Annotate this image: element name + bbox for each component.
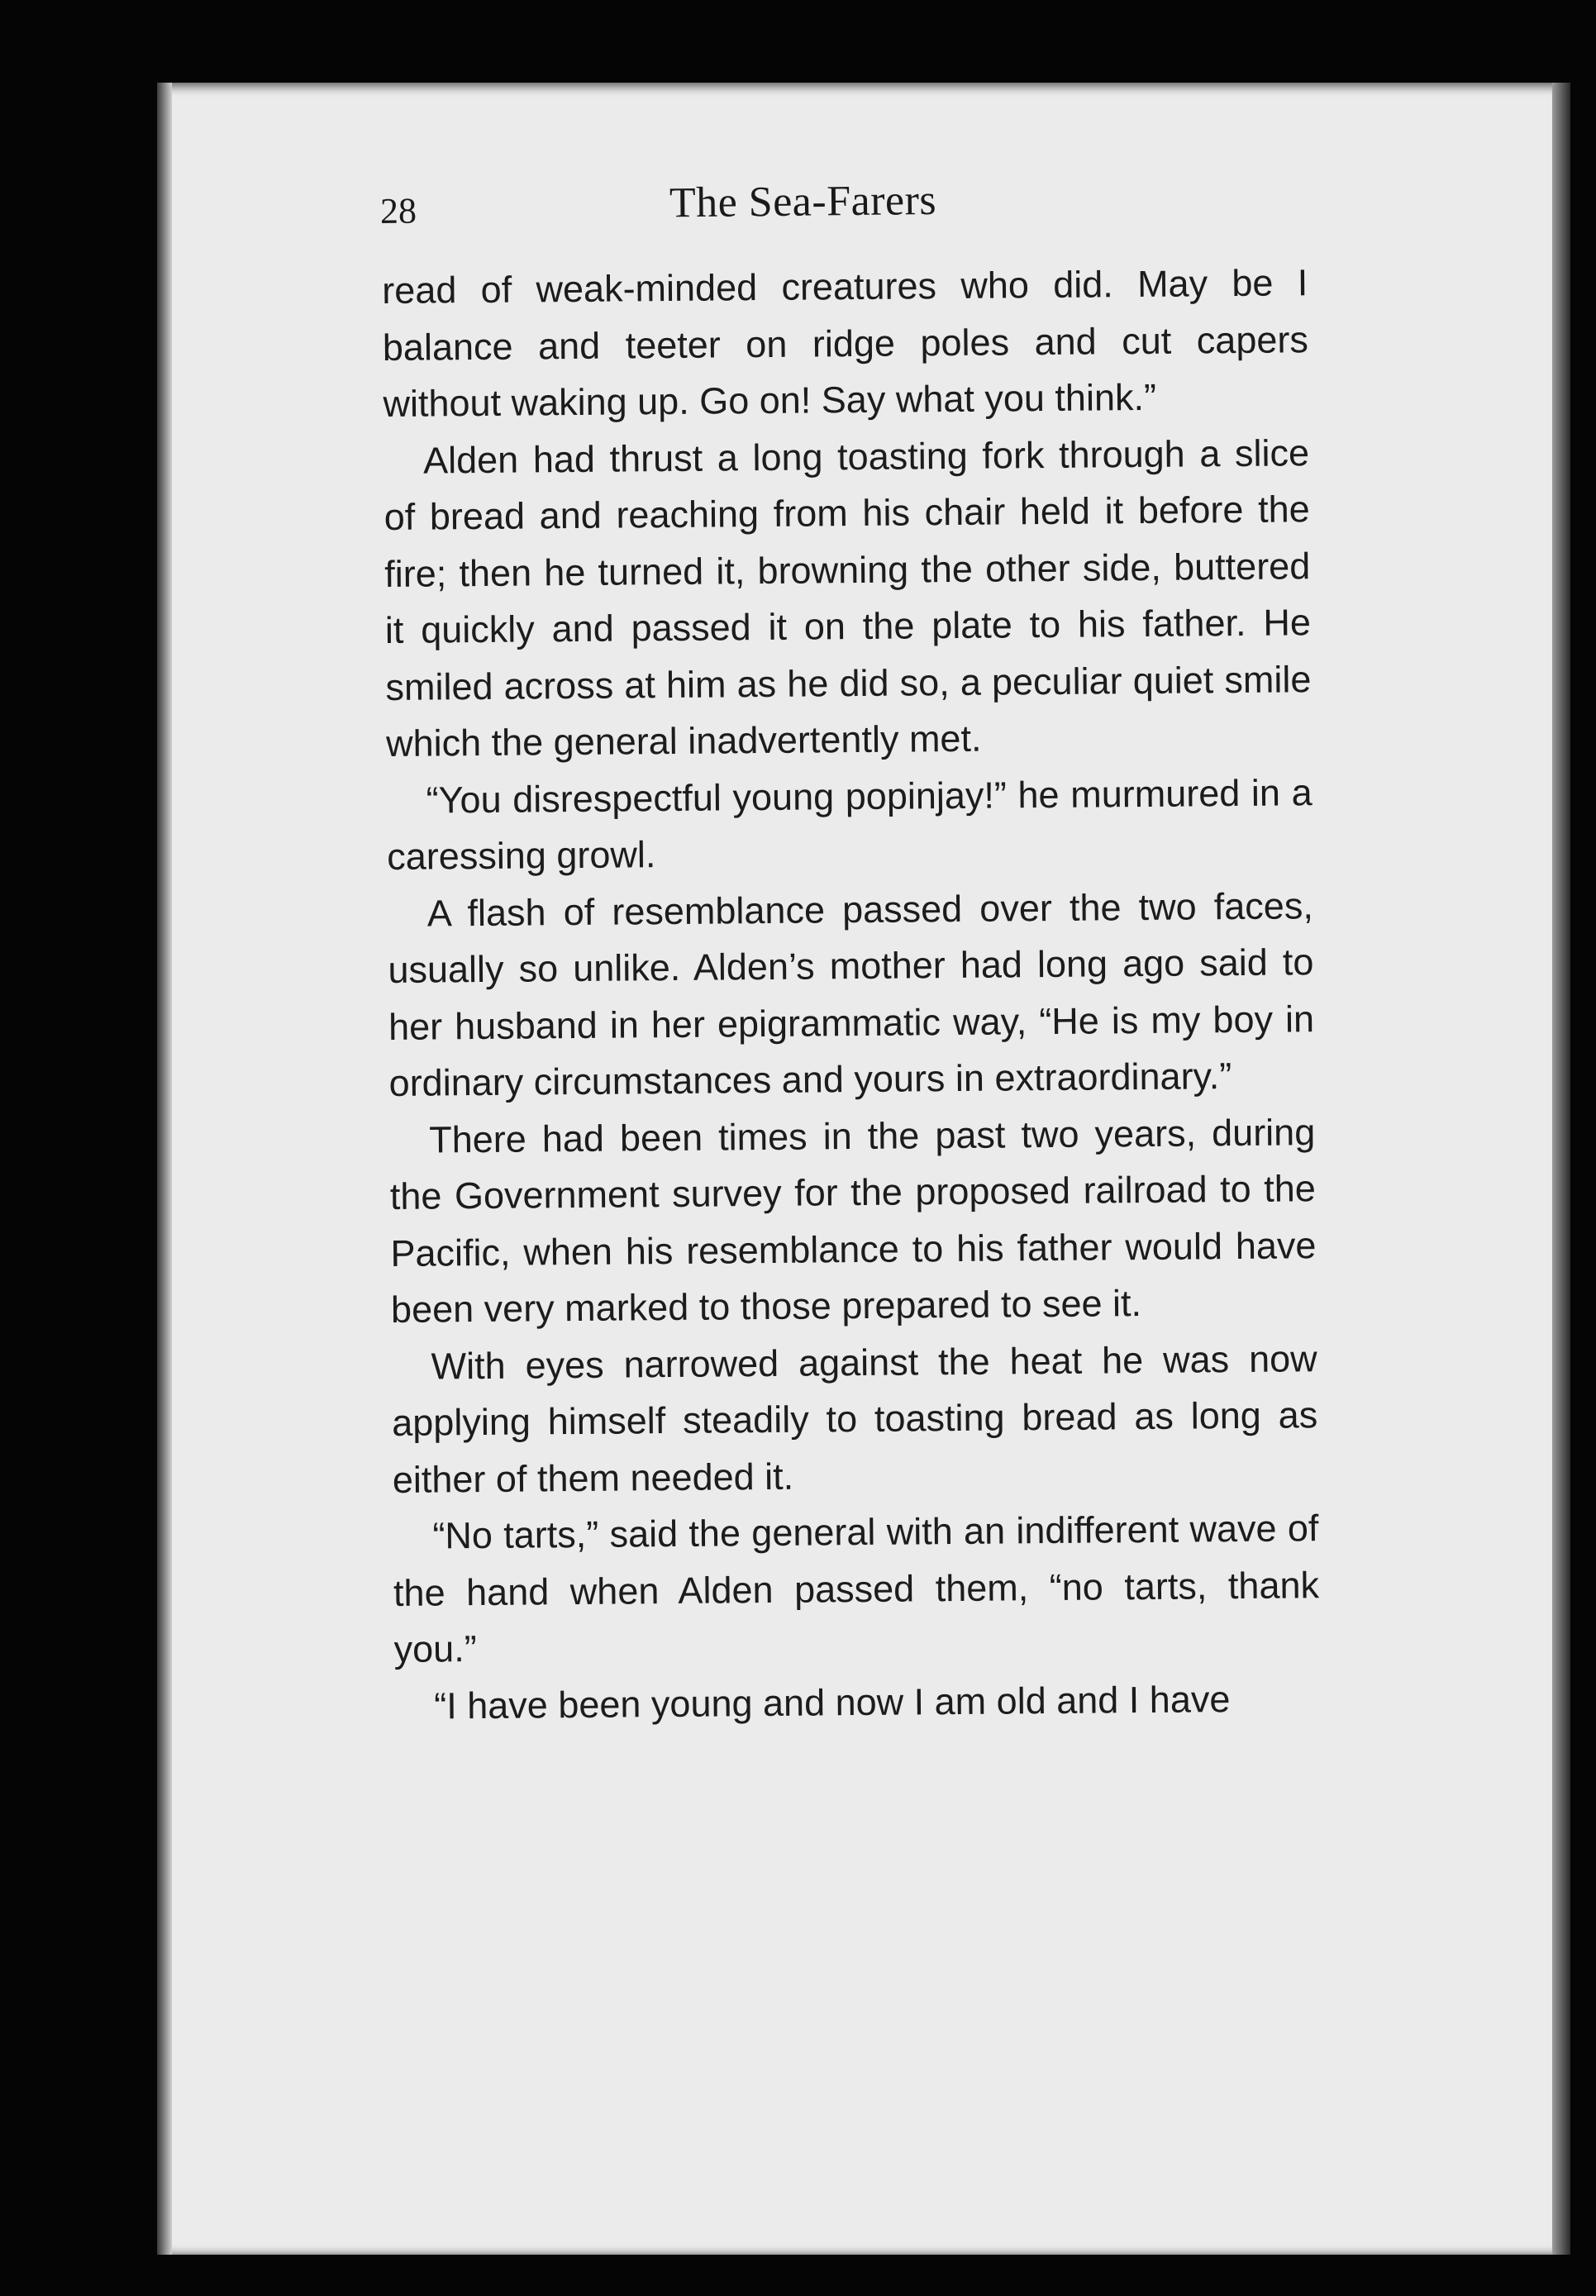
paragraph: A flash of resemblance passed over the two faces, usually so unlike. Alden’s mother had long ago said to her husband in her epigrammatic way, “He is my boy in ordinary circumstances and yours in extraordinary.” xyxy=(388,884,1315,1104)
paragraph-truncated: “I have been young and now I am old and I have xyxy=(434,1677,1231,1727)
body-text xyxy=(382,255,1320,1735)
page-number: 28 xyxy=(379,190,417,231)
paragraph: With eyes narrowed against the heat he was now applying himself steadily to toasting bread as long as either of them needed it. xyxy=(392,1336,1318,1501)
paragraph: There had been times in the past two years, during the Government survey for the proposed railroad to the Pacific, when his resemblance to his father would have been very marked to those prepared to see it. xyxy=(389,1110,1317,1331)
running-title: The Sea-Farers xyxy=(669,176,937,227)
paragraph: “You disrespectful young popinjay!” he murmured in a caressing growl. xyxy=(387,770,1313,878)
paragraph-continued: read of weak-minded creatures who did. May be I balance and teeter on ridge poles and cut capers without waking up. Go on! Say what you think.” xyxy=(382,261,1309,425)
page-header xyxy=(380,174,1208,240)
page-right-edge xyxy=(1552,83,1570,2255)
paragraph: Alden had thrust a long toasting fork through a slice of bread and reaching from his chair held it before the fire; then he turned it, browning the other side, buttered it quickly and passed it on the plate to his father. He smiled across at him as he did so, a peculiar quiet smile which the general inadvertently met. xyxy=(384,431,1312,765)
paragraph: “No tarts,” said the general with an indifferent wave of the hand when Alden passed them, “no tarts, thank you.” xyxy=(393,1507,1320,1670)
page-left-shadow xyxy=(157,83,172,2255)
